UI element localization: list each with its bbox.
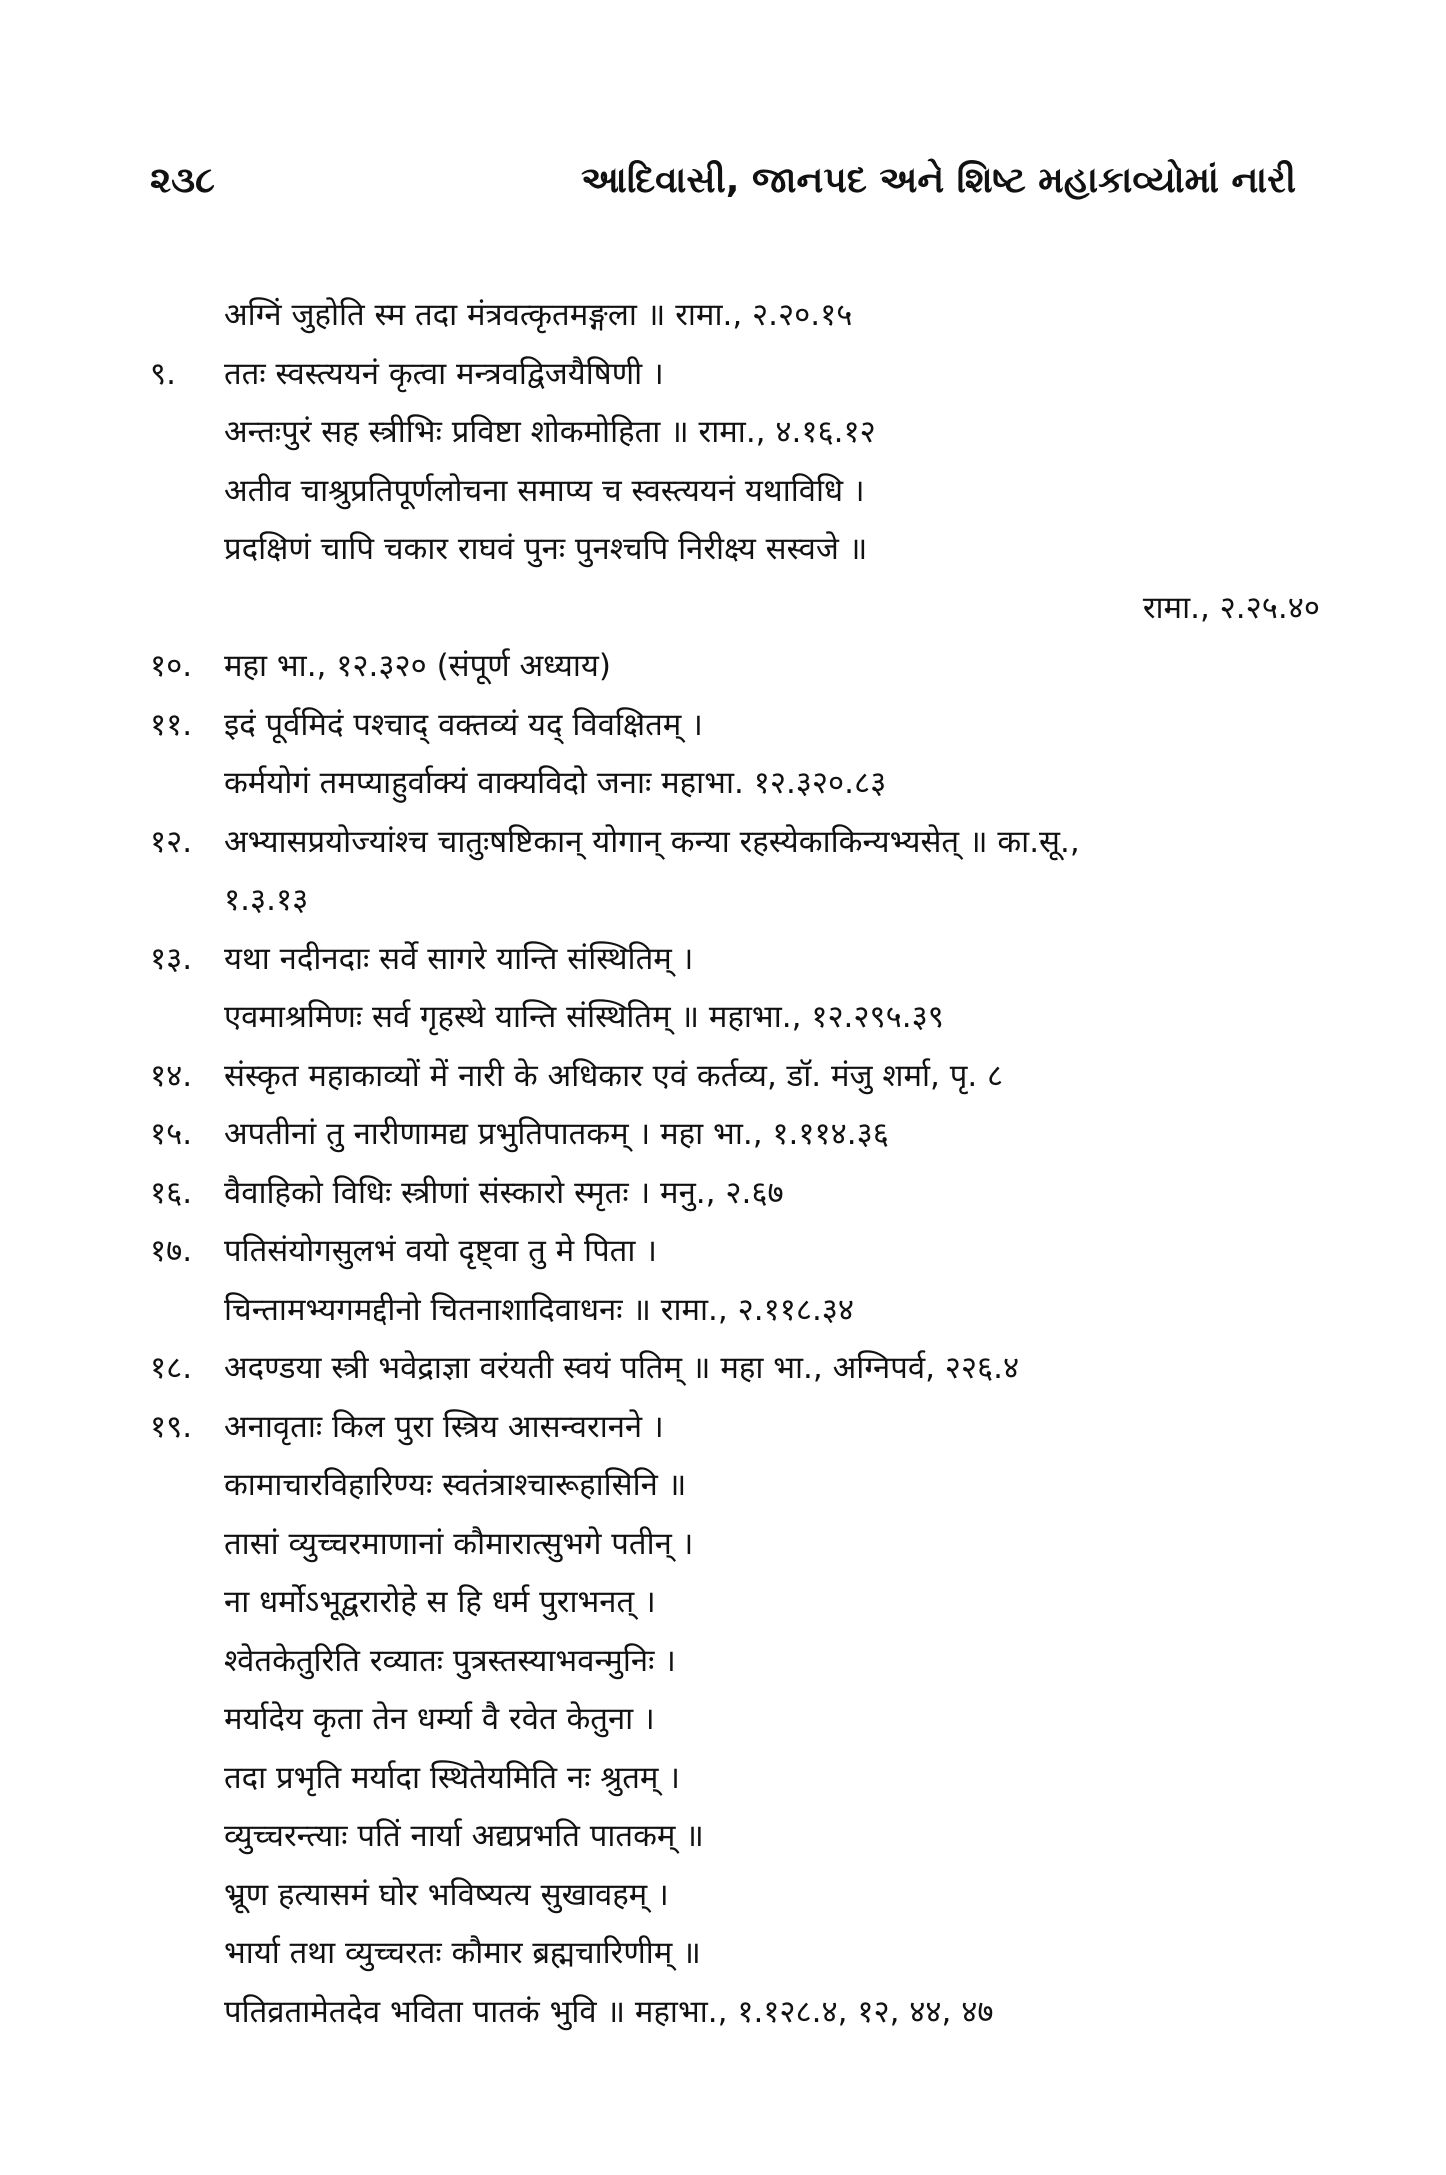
- note-number: १४.: [150, 1057, 193, 1094]
- note-11-line: [150, 754, 1320, 813]
- note-11: [150, 696, 1320, 755]
- note-15: [150, 1105, 1320, 1164]
- note-number: १३.: [150, 940, 193, 977]
- note-9: [150, 345, 1320, 404]
- note-9-line: [150, 403, 1320, 462]
- note-text: मर्यादेय कृता तेन धर्म्या वै रवेत केतुना ।: [224, 1701, 655, 1737]
- note-text: कर्मयोगं तमप्याहुर्वाक्यं वाक्यविदो जनाः महाभा. १२.३२०.८३: [224, 765, 887, 801]
- note-19-line: [150, 1983, 1320, 2042]
- note-12-line: [150, 871, 1320, 930]
- note-19-line: [150, 1456, 1320, 1515]
- note-number: ९.: [150, 355, 176, 392]
- note-19-line: [150, 1866, 1320, 1925]
- note-text: वैवाहिको विधिः स्त्रीणां संस्कारो स्मृतः । मनु., २.६७: [224, 1174, 784, 1211]
- note-number: १७.: [150, 1233, 193, 1269]
- note-text: व्युच्चरन्त्याः पतिं नार्या अद्यप्रभति पातकम् ॥: [224, 1818, 704, 1854]
- note-12: [150, 813, 1320, 872]
- note-text: पतिसंयोगसुलभं वयो दृष्ट्वा तु मे पिता ।: [224, 1233, 657, 1269]
- note-text: १.३.१३: [224, 882, 309, 918]
- note-text: अन्तःपुरं सह स्त्रीभिः प्रविष्टा शोकमोहिता ॥ रामा., ४.१६.१२: [224, 414, 876, 450]
- note-10: [150, 637, 1320, 696]
- note-13-line: [150, 988, 1320, 1047]
- note-13: [150, 930, 1320, 989]
- note-text: अपतीनां तु नारीणामद्य प्रभुतिपातकम् । महा भा., १.११४.३६: [224, 1116, 889, 1152]
- note-text: भ्रूण हत्यासमं घोर भविष्यत्य सुखावहम् ।: [224, 1876, 669, 1913]
- note-19-line: [150, 1924, 1320, 1983]
- note-text: चिन्तामभ्यगमद्दीनो चितनाशादिवाधनः ॥ रामा., २.११८.३४: [224, 1291, 855, 1328]
- note-17: [150, 1222, 1320, 1281]
- note-19-line: [150, 1632, 1320, 1691]
- note-18: [150, 1339, 1320, 1398]
- note-19-line: [150, 1807, 1320, 1866]
- note-number: १५.: [150, 1116, 193, 1152]
- note-19: [150, 1398, 1320, 1457]
- running-title: આદિવાસી, જાનપદ અને શિષ્ટ મહાકાવ્યોમાં નારી: [581, 160, 1296, 201]
- note-text: ना धर्मोऽभूद्वरारोहे स हि धर्म पुराभनत् ।: [224, 1584, 656, 1620]
- page-header: [150, 160, 1296, 216]
- note-text: अग्निं जुहोति स्म तदा मंत्रवत्कृतमङ्गला ॥ रामा., २.२०.१५: [224, 297, 853, 333]
- note-19-line: [150, 1749, 1320, 1808]
- note-number: १६.: [150, 1174, 193, 1211]
- note-text: श्वेतकेतुरिति रव्यातः पुत्रस्तस्याभवन्मुनिः ।: [224, 1642, 676, 1679]
- note-9-line: [150, 462, 1320, 521]
- note-number: १९.: [150, 1408, 193, 1445]
- note-text: पतिव्रतामेतदेव भविता पातकं भुवि ॥ महाभा., १.१२८.४, १२, ४४, ४७: [224, 1993, 994, 2030]
- note-9-citation: [150, 579, 1320, 638]
- note-9-line: [150, 520, 1320, 579]
- note-19-line: [150, 1690, 1320, 1749]
- note-19-line: [150, 1573, 1320, 1632]
- note-text: एवमाश्रमिणः सर्व गृहस्थे यान्ति संस्थितिम् ॥ महाभा., १२.२९५.३९: [224, 999, 944, 1035]
- note-text: महा भा., १२.३२० (संपूर्ण अध्याय): [224, 648, 611, 684]
- note-text: संस्कृत महाकाव्यों में नारी के अधिकार एवं कर्तव्य, डॉ. मंजु शर्मा, पृ. ८: [224, 1057, 1004, 1094]
- note-19-line: [150, 1515, 1320, 1574]
- note-8-line: [150, 286, 1320, 345]
- note-16: [150, 1164, 1320, 1223]
- endnotes: [150, 286, 1320, 2041]
- note-text: अनावृताः किल पुरा स्त्रिय आसन्वरानने ।: [224, 1408, 664, 1445]
- note-text: भार्या तथा व्युच्चरतः कौमार ब्रह्मचारिणीम् ॥: [224, 1935, 701, 1971]
- note-17-line: [150, 1281, 1320, 1340]
- note-text: तदा प्रभृति मर्यादा स्थितेयमिति नः श्रुतम् ।: [224, 1759, 681, 1796]
- note-text: प्रदक्षिणं चापि चकार राघवं पुनः पुनश्चपि निरीक्ष्य सस्वजे ॥: [224, 531, 868, 567]
- citation-text: रामा., २.२५.४०: [1142, 589, 1320, 626]
- note-number: १०.: [150, 648, 193, 684]
- note-text: अभ्यासप्रयोज्यांश्च चातुःषष्टिकान् योगान् कन्या रहस्येकाकिन्यभ्यसेत् ॥ का.सू.,: [224, 823, 1080, 860]
- note-text: कामाचारविहारिण्यः स्वतंत्राश्चारूहासिनि ॥: [224, 1467, 687, 1503]
- note-number: १२.: [150, 823, 193, 860]
- note-number: १८.: [150, 1350, 193, 1386]
- note-text: ततः स्वस्त्ययनं कृत्वा मन्त्रवद्विजयैषिणी ।: [224, 355, 664, 392]
- note-text: यथा नदीनदाः सर्वे सागरे यान्ति संस्थितिम् ।: [224, 940, 694, 977]
- note-text: तासां व्युच्चरमाणानां कौमारात्सुभगे पतीन् ।: [224, 1525, 694, 1562]
- note-text: अतीव चाश्रुप्रतिपूर्णलोचना समाप्य च स्वस्त्ययनं यथाविधि ।: [224, 472, 865, 509]
- note-text: अदण्डया स्त्री भवेद्राज्ञा वरंयती स्वयं पतिम् ॥ महा भा., अग्निपर्व, २२६.४: [224, 1350, 1020, 1386]
- note-number: ११.: [150, 706, 193, 743]
- page-number: ૨૩૮: [150, 160, 215, 201]
- note-14: [150, 1047, 1320, 1106]
- note-text: इदं पूर्वमिदं पश्चाद् वक्तव्यं यद् विवक्षितम् ।: [224, 706, 703, 743]
